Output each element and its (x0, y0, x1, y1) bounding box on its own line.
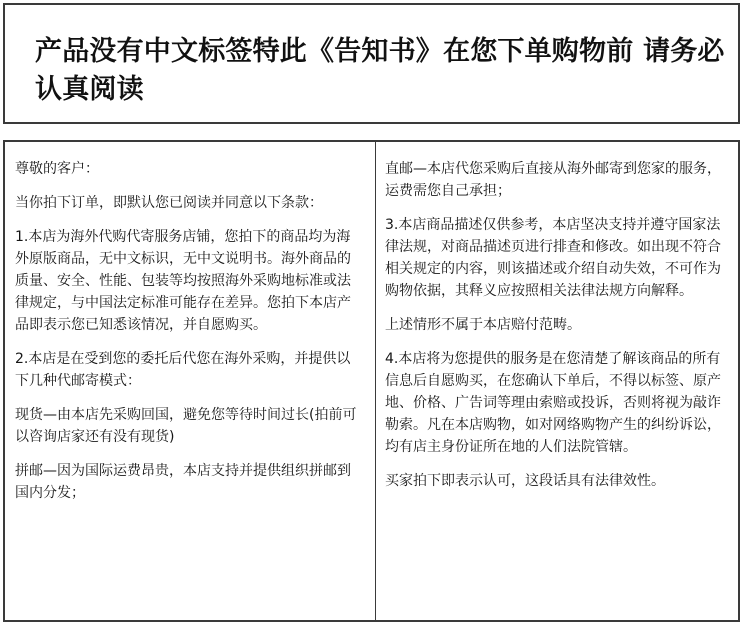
clause-1: 1.本店为海外代购代寄服务店铺，您拍下的商品均为海外原版商品，无中文标识，无中文说明书。海外商品的质量、安全、性能、包装等均按照海外采购地标准或法律规定，与中国法定标准可能存在差异。您拍下本店产品即表示您已知悉该情况，并自愿购买。 (15, 229, 351, 333)
shipping-mode-group: 拼邮—因为国际运费昂贵，本店支持并提供组织拼邮到国内分发； (15, 463, 351, 501)
greeting: 尊敬的客户： (15, 161, 99, 177)
shipping-mode-direct: 直邮—本店代您采购后直接从海外邮寄到您家的服务，运费需您自己承担； (385, 161, 721, 199)
left-column (15, 158, 363, 516)
clause-2: 2.本店是在受到您的委托后代您在海外采购，并提供以下几种代邮寄模式： (15, 351, 351, 389)
clause-3: 3.本店商品描述仅供参考，本店坚决支持并遵守国家法律法规，对商品描述页进行排查和修改。如出现不符合相关规定的内容，则该描述或介绍自动失效，不可作为购物依据，其释义应按照相关法律法规方向解释。 (385, 217, 721, 299)
column-divider (375, 142, 376, 620)
notice-body (3, 140, 740, 622)
compensation-note: 上述情形不属于本店赔付范畴。 (385, 317, 581, 333)
title-banner (3, 3, 740, 124)
notice-title: 产品没有中文标签特此《告知书》在您下单购物前 请务必认真阅读 (35, 36, 725, 105)
legal-effect-note: 买家拍下即表示认可，这段话具有法律效性。 (385, 473, 665, 489)
shipping-mode-stock: 现货—由本店先采购回国，避免您等待时间过长(拍前可以咨询店家还有没有现货) (15, 407, 357, 445)
right-column (385, 158, 729, 504)
agreement-intro: 当你拍下订单，即默认您已阅读并同意以下条款： (15, 195, 323, 211)
clause-4: 4.本店将为您提供的服务是在您清楚了解该商品的所有信息后自愿购买，在您确认下单后，不得以标签、原产地、价格、广告词等理由索赔或投诉，否则将视为敲诈勒索。凡在本店购物，如对网络购物产生的纠纷诉讼，均有店主身份证所在地的人们法院管辖。 (385, 351, 721, 455)
